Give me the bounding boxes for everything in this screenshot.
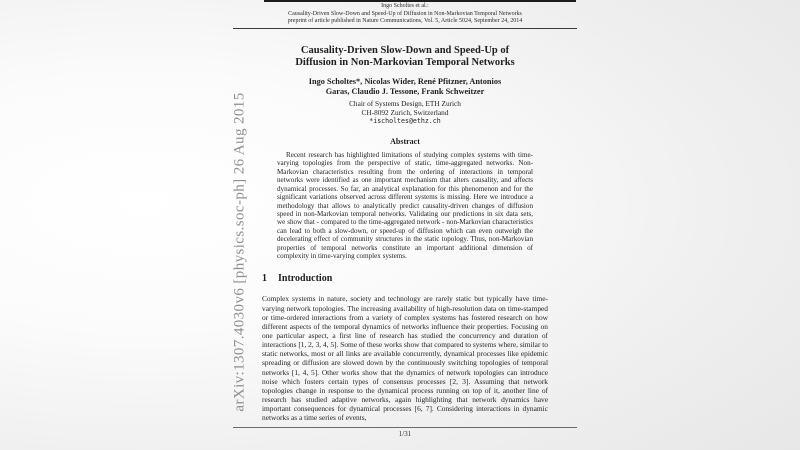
section-heading (262, 273, 548, 284)
abstract-heading: Abstract (390, 137, 420, 147)
affiliation-line2: CH-8092 Zurich, Switzerland (361, 107, 449, 117)
abstract-text: Recent research has highlighted limitations of studying complex systems with time-varying topologies from the perspective of static, time-aggregated networks. Non-Markovian characteristics resulting from the ordering of interactions in temporal networks were identified as one important mechanism that alters causality, and affects dynamical processes. So far, an analytical explanation for this phenomenon and for the significant variations observed across different systems is missing. Here we introduce a methodology that allows to analytically predict causality-driven changes of diffusion speed in non-Markovian temporal networks. Validating our predictions in six data sets, we show that - compared to the time-aggregated network - non-Markovian characteristics can lead to both a slow-down, or speed-up of diffusion which can even outweigh the decelerating effect of community structures in the static topology. Thus, non-Markovian properties of temporal networks constitute an important additional dimension of complexity in time-varying complex systems. (277, 151, 533, 260)
running-header-line3: preprint of article published in Nature Communications, Vol. 5, Article 5024, September 24, 2014 (287, 18, 523, 25)
affiliation-line1: Chair of Systems Design, ETH Zurich (349, 99, 461, 109)
paper-page (233, 0, 577, 450)
running-header-line2: Causality-Driven Slow-Down and Speed-Up of Diffusion in Non-Markovian Temporal Networks (288, 10, 522, 17)
affiliation-block (233, 100, 577, 125)
footer-rule (233, 427, 577, 428)
email-address: *ischoltes@ethz.ch (369, 116, 441, 125)
running-header-line1: Ingo Scholtes et al.: (381, 3, 429, 9)
arxiv-watermark: arXiv:1307.4030v6 [physics.soc-ph] 26 Aug 2015 (231, 92, 248, 412)
paper-title: Causality-Driven Slow-Down and Speed-Up of Diffusion in Non-Markovian Temporal Networks (295, 45, 515, 68)
running-header (233, 0, 577, 26)
header-rule (233, 28, 577, 29)
page-number: 1/31 (398, 429, 412, 438)
section-title: Introduction (278, 273, 333, 285)
introduction-paragraph: Complex systems in nature, society and technology are rarely static but typically have time-varying network topologies. The increasing availability of high-resolution data on time-stamped or time-ordered interactions from a variety of complex systems has fostered research on how different aspects of the temporal dynamics of networks influence their properties. Focusing on one particular aspect, a first line of research has studied the concurrency and duration of interactions [1, 2, 3, 4, 5]. Some of these works show that compared to systems where, similar to static networks, most or all links are available concurrently, dynamical processes like epidemic spreading or diffusion are slowed down by the continuously switching topologies of temporal networks [1, 4, 5]. Other works show that the dynamics of network topologies can introduce noise which fosters certain types of consensus processes [2, 3]. Assuming that network topologies change in response to the dynamical process running on top of it, another line of research has studied adaptive networks, again highlighting that network dynamics have important consequences for dynamical processes [6, 7]. Considering interactions in dynamic networks as a time series of events, (262, 294, 548, 423)
section-number: 1 (262, 273, 267, 285)
author-list: Ingo Scholtes*, Nicolas Wider, René Pfitzner, Antonios Garas, Claudio J. Tessone, Frank Schweitzer (308, 77, 502, 97)
